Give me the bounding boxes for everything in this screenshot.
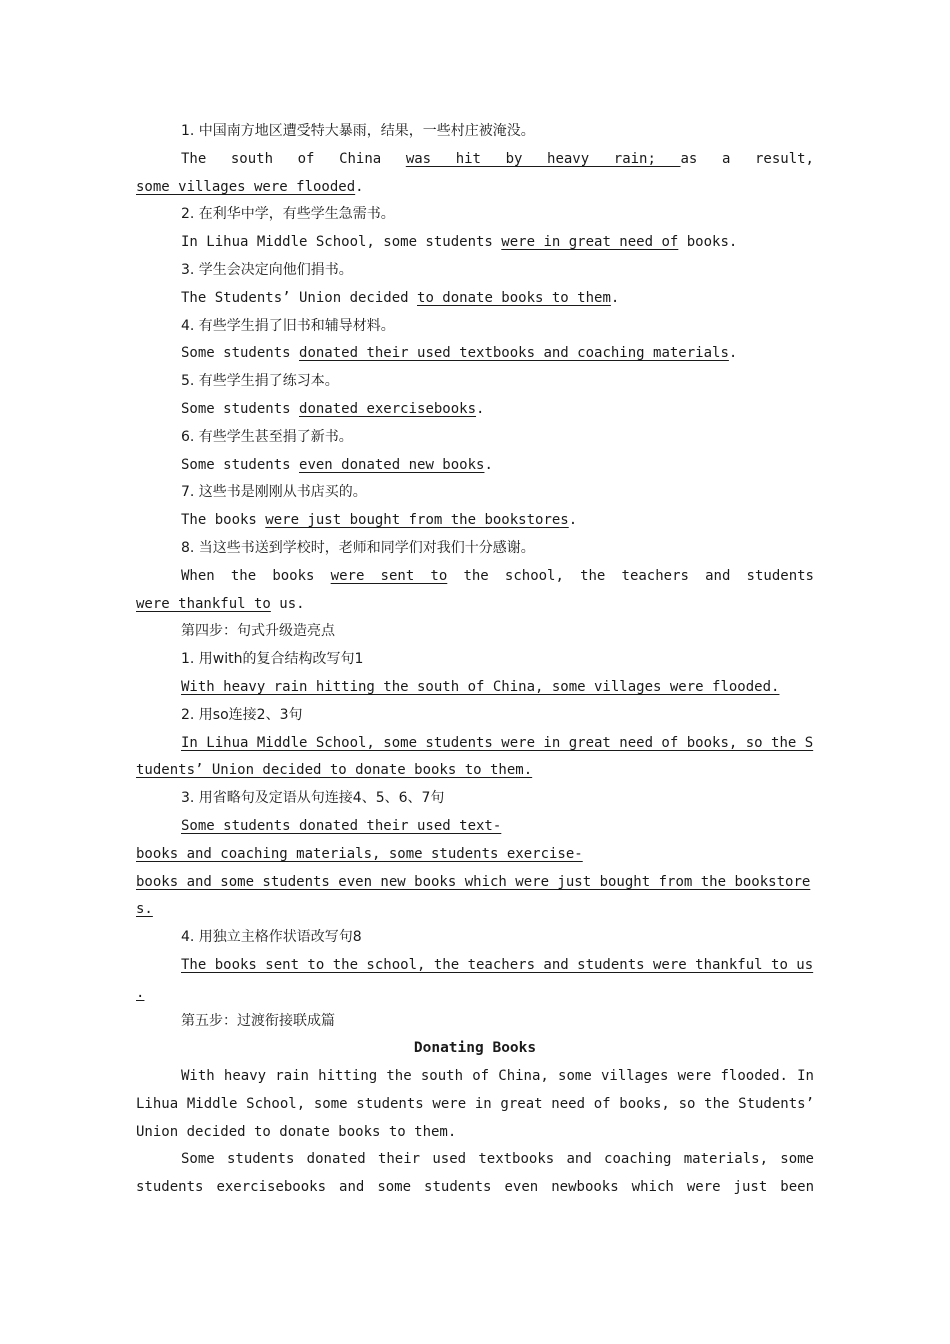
q7-text: The books: [181, 512, 266, 529]
step4-heading: 第四步：句式升级造亮点: [181, 623, 335, 640]
q2-text: books.: [678, 234, 738, 251]
p4-chinese: 4. 用独立主格作状语改写句8: [181, 929, 362, 946]
q8-answer-blank: were thankful to: [136, 595, 271, 612]
essay-para2-line1: Some students donated their used textbooks and coaching materials, some: [181, 1151, 814, 1168]
q5-answer-blank: donated exercisebooks: [299, 400, 477, 417]
q6-text: .: [484, 456, 493, 473]
q8-english-line2: [136, 591, 814, 619]
q5-chinese: 5. 有些学生捐了练习本。: [181, 373, 339, 390]
q2-text: In Lihua Middle School, some students: [181, 234, 502, 251]
q2-english: [136, 229, 814, 257]
q5-english: [136, 396, 814, 424]
p3-chinese: 3. 用省略句及定语从句连接4、5、6、7句: [181, 790, 445, 807]
p3-english-line3: [136, 869, 814, 897]
p2-answer: In Lihua Middle School, some students were in great need of books, so the S: [181, 734, 814, 751]
q3-text: The Students’ Union decided: [181, 289, 418, 306]
p2-english-line1: [136, 730, 814, 758]
q1-english-line1: [136, 146, 814, 174]
q4-text: .: [728, 345, 738, 362]
p1-chinese: 1. 用with的复合结构改写句1: [181, 651, 364, 668]
q8-english-line1: [136, 563, 814, 591]
essay-para1-line2: Lihua Middle School, some students were in great need of books, so the Students’: [136, 1095, 814, 1112]
q7-chinese: 7. 这些书是刚刚从书店买的。: [181, 484, 367, 501]
p4-answer: The books sent to the school, the teachers and students were thankful to us: [181, 956, 814, 973]
p4-answer: .: [136, 984, 145, 1001]
q8-text: us.: [270, 595, 305, 612]
q2-answer-blank: were in great need of: [501, 234, 679, 251]
q1-text: The south of China: [181, 150, 382, 167]
q6-chinese: 6. 有些学生甚至捐了新书。: [181, 428, 353, 445]
q3-answer-blank: to donate books to them: [417, 289, 611, 306]
q7-text: .: [568, 512, 578, 529]
p3-english-line2: [136, 841, 814, 869]
q4-chinese: 4. 有些学生捐了旧书和辅导材料。: [181, 317, 395, 334]
p3-answer: books and some students even new books which were just bought from the bookstore: [136, 873, 811, 890]
q4-answer-blank: donated their used textbooks and coaching materials: [299, 345, 729, 362]
p3-answer: books and coaching materials, some students exercise-: [136, 845, 583, 862]
q6-english: [136, 452, 814, 480]
q6-answer-blank: even donated new books: [299, 456, 485, 473]
q1-answer-blank: was hit by heavy rain;: [405, 150, 681, 167]
q1-answer-blank: some villages were flooded: [136, 178, 356, 195]
q4-english: [136, 340, 814, 368]
q5-text: Some students: [181, 400, 300, 417]
q7-answer-blank: were just bought from the bookstores: [265, 512, 569, 529]
q3-text: .: [610, 289, 620, 306]
q8-text: the school, the teachers and students: [463, 567, 814, 584]
q2-chinese: 2. 在利华中学，有些学生急需书。: [181, 206, 395, 223]
p2-chinese: 2. 用so连接2、3句: [181, 706, 303, 723]
step5-heading: 第五步：过渡衔接联成篇: [181, 1012, 335, 1029]
p3-english-line4: [136, 896, 814, 924]
p1-answer: With heavy rain hitting the south of China, some villages were flooded.: [181, 678, 780, 695]
p1-english: [136, 674, 814, 702]
essay-para1-line1: With heavy rain hitting the south of China, some villages were flooded. In: [181, 1068, 814, 1085]
p3-answer: Some students donated their used text-: [181, 817, 502, 834]
p4-english-line1: [136, 952, 814, 980]
p3-answer: s.: [136, 901, 153, 918]
q1-chinese: 1. 中国南方地区遭受特大暴雨，结果，一些村庄被淹没。: [181, 123, 535, 139]
q6-text: Some students: [181, 456, 300, 473]
q8-chinese: 8. 当这些书送到学校时，老师和同学们对我们十分感谢。: [181, 539, 535, 556]
q8-answer-blank: were sent to: [330, 567, 448, 584]
document-page: [136, 118, 814, 1202]
p2-answer: tudents’ Union decided to donate books to them.: [136, 762, 533, 779]
q1-text: as a result,: [680, 150, 814, 167]
q8-text: When the books: [181, 567, 315, 584]
q5-text: .: [476, 400, 485, 417]
q7-english: [136, 507, 814, 535]
essay-title: Donating Books: [413, 1040, 537, 1057]
essay-para2-line2: students exercisebooks and some students even newbooks which were just been: [136, 1179, 814, 1196]
p3-english-line1: [136, 813, 814, 841]
p2-english-line2: [136, 757, 814, 785]
q1-english-line2: [136, 174, 814, 202]
p4-english-line2: [136, 980, 814, 1008]
q4-text: Some students: [181, 345, 300, 362]
q1-text: .: [355, 178, 364, 195]
q3-english: [136, 285, 814, 313]
essay-para1-line3: Union decided to donate books to them.: [136, 1123, 457, 1140]
q3-chinese: 3. 学生会决定向他们捐书。: [181, 261, 353, 278]
